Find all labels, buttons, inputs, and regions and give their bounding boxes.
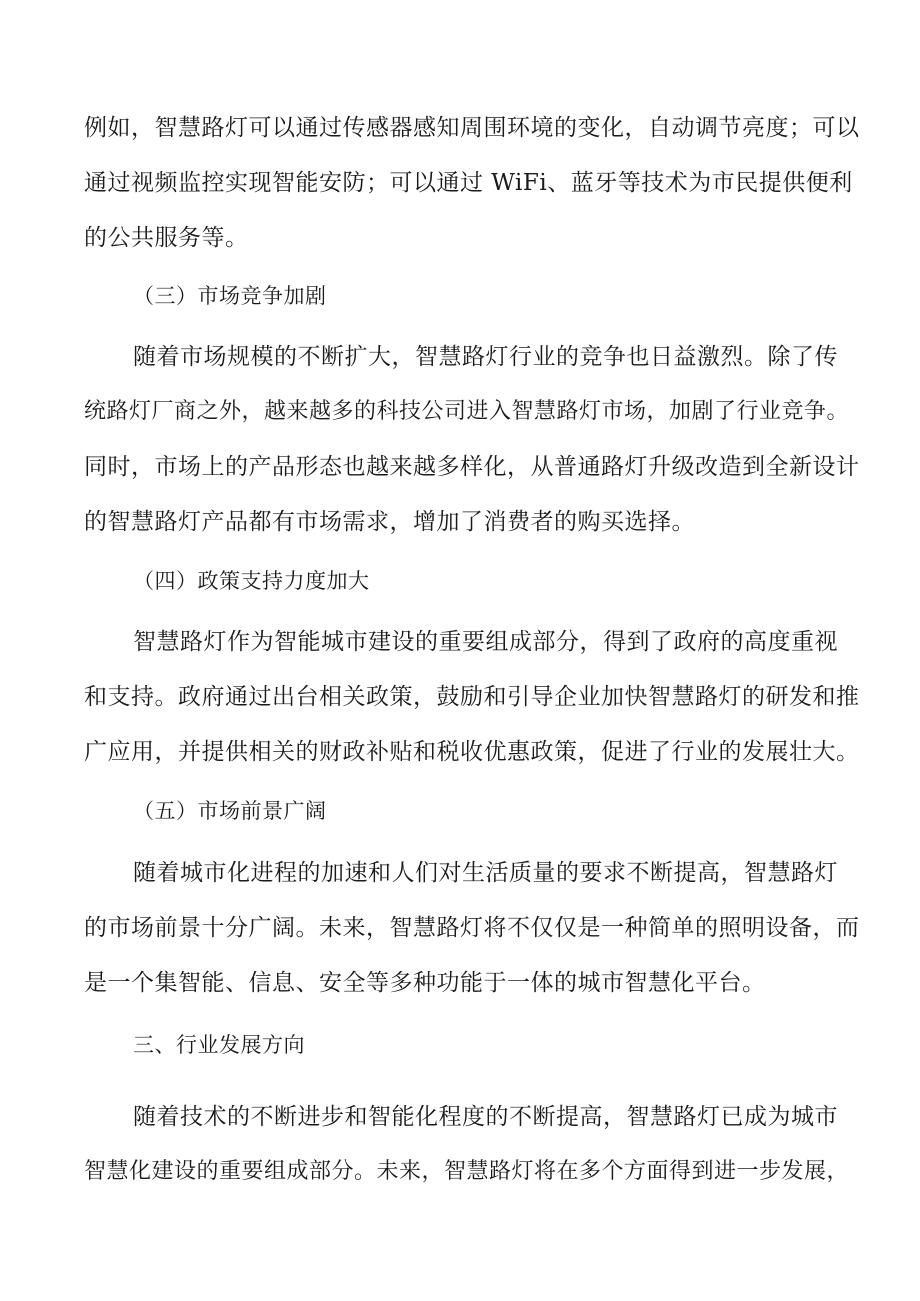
paragraph-1-line-3: 的公共服务等。	[84, 225, 249, 251]
paragraph-1-line-1: 例如，智慧路灯可以通过传感器感知周围环境的变化，自动调节亮度；可以	[84, 115, 860, 141]
paragraph-1-line-2: 通过视频监控实现智能安防；可以通过 WiFi、蓝牙等技术为市民提供便利	[84, 170, 853, 196]
paragraph-5-line-1: 随着技术的不断进步和智能化程度的不断提高，智慧路灯已成为城市	[133, 1104, 838, 1130]
paragraph-3-line-2: 和支持。政府通过出台相关政策，鼓励和引导企业加快智慧路灯的研发和推	[84, 684, 860, 710]
paragraph-3-line-3: 广应用，并提供相关的财政补贴和税收优惠政策，促进了行业的发展壮大。	[84, 739, 860, 765]
paragraph-2-line-2: 统路灯厂商之外，越来越多的科技公司进入智慧路灯市场，加剧了行业竞争。	[84, 399, 850, 424]
paragraph-2-line-3: 同时，市场上的产品形态也越来越多样化，从普通路灯升级改造到全新设计	[84, 454, 860, 480]
paragraph-4-line-1: 随着城市化进程的加速和人们对生活质量的要求不断提高，智慧路灯	[133, 860, 838, 886]
paragraph-3-line-1: 智慧路灯作为智能城市建设的重要组成部分，得到了政府的高度重视	[133, 629, 838, 655]
heading-market-competition: （三）市场竞争加剧	[133, 284, 327, 308]
heading-market-prospects: （五）市场前景广阔	[133, 799, 327, 823]
paragraph-2-line-4: 的智慧路灯产品都有市场需求，增加了消费者的购买选择。	[84, 509, 695, 535]
section-industry-direction: 三、行业发展方向	[133, 1033, 305, 1057]
paragraph-4-line-2: 的市场前景十分广阔。未来，智慧路灯将不仅仅是一种简单的照明设备，而	[84, 915, 860, 941]
paragraph-2-line-1: 随着市场规模的不断扩大，智慧路灯行业的竞争也日益激烈。除了传	[133, 344, 838, 370]
heading-policy-support: （四）政策支持力度加大	[133, 569, 370, 593]
paragraph-5-line-2: 智慧化建设的重要组成部分。未来，智慧路灯将在多个方面得到进一步发展，	[84, 1159, 850, 1184]
paragraph-4-line-3: 是一个集智能、信息、安全等多种功能于一体的城市智慧化平台。	[84, 970, 766, 996]
